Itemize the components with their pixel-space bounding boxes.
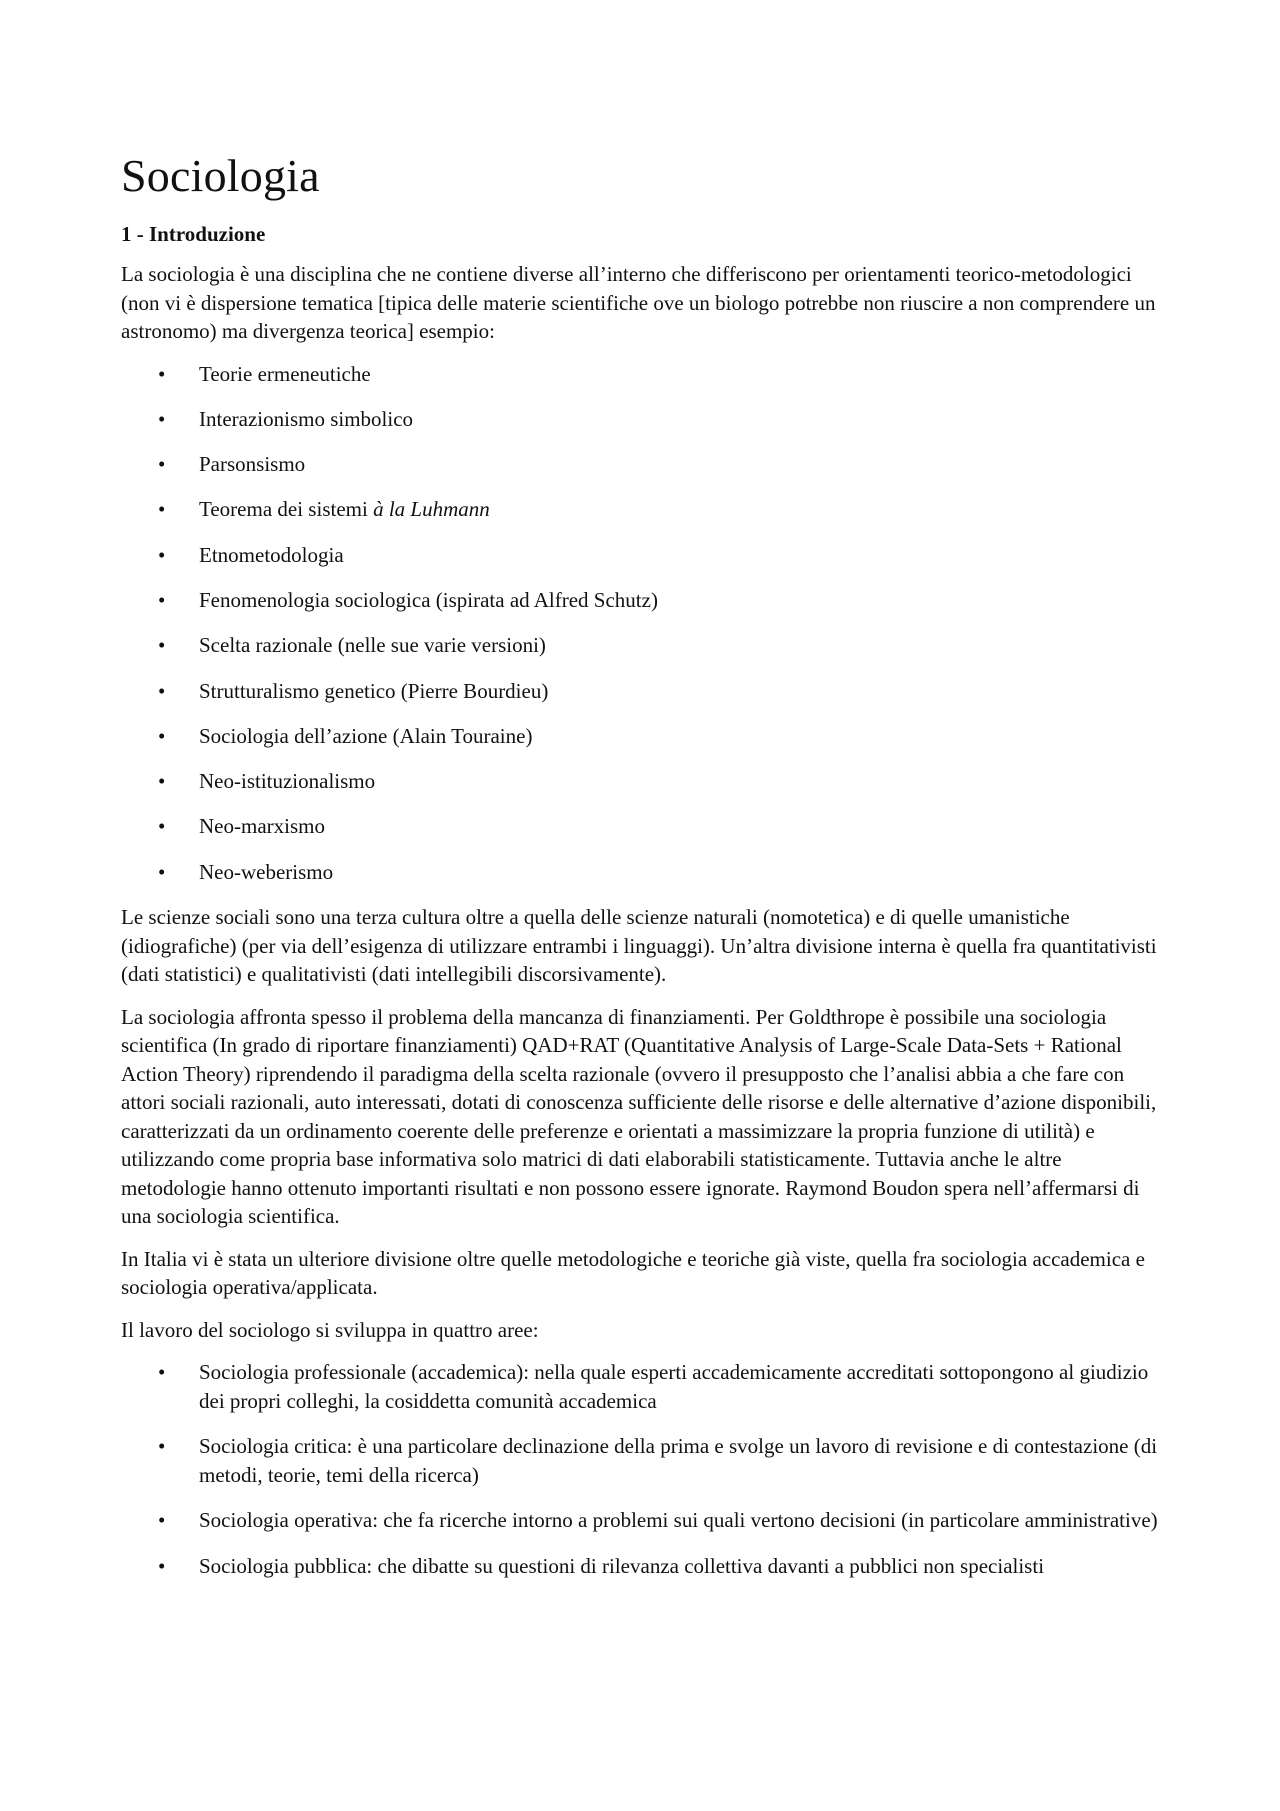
paragraph-social-sciences: Le scienze sociali sono una terza cultura oltre a quella delle scienze naturali (nomotetica) e di quelle umanistiche (idiografiche) (per via dell’esigenza di utilizzare entrambi i linguaggi). Un’altra divisione interna è quella fra quantitativisti (dati statistici) e qualitativisti (dati intellegibili discorsivamente). bbox=[121, 905, 1157, 987]
paragraph-four-areas: Il lavoro del sociologo si sviluppa in quattro aree: bbox=[121, 1317, 539, 1342]
list-item-text: Sociologia dell’azione (Alain Touraine) bbox=[199, 723, 533, 748]
list-item-text: Neo-weberismo bbox=[199, 859, 334, 884]
bullet-icon: • bbox=[158, 361, 166, 386]
list-item bbox=[121, 1432, 1160, 1489]
list-item-text: Strutturalismo genetico (Pierre Bourdieu) bbox=[199, 678, 549, 703]
list-item-text: Teorema dei sistemi bbox=[199, 497, 374, 522]
theories-list bbox=[121, 360, 1160, 886]
intro-paragraph: La sociologia è una disciplina che ne contiene diverse all’interno che differiscono per orientamenti teorico-metodologici (non vi è dispersione tematica [tipica delle materie scientifiche ove un biologo potrebbe non riuscire a non comprendere un astronomo) ma divergenza teorica] esempio: bbox=[121, 262, 1156, 343]
list-item bbox=[121, 360, 1160, 388]
list-item bbox=[121, 677, 1160, 705]
list-item-text: Sociologia operativa: che fa ricerche intorno a problemi sui quali vertono decisioni (in particolare amministrative) bbox=[199, 1508, 1158, 1533]
bullet-icon: • bbox=[158, 1508, 166, 1533]
list-item-text: Sociologia pubblica: che dibatte su questioni di rilevanza collettiva davanti a pubblici non specialisti bbox=[199, 1553, 1045, 1578]
list-item bbox=[121, 495, 1160, 523]
bullet-icon: • bbox=[158, 542, 166, 567]
bullet-icon: • bbox=[158, 859, 166, 884]
list-item bbox=[121, 631, 1160, 659]
areas-list bbox=[121, 1358, 1160, 1580]
list-item-text: Neo-marxismo bbox=[199, 814, 325, 839]
bullet-icon: • bbox=[158, 1360, 166, 1385]
list-item bbox=[121, 541, 1160, 569]
list-item bbox=[121, 858, 1160, 886]
list-item bbox=[121, 767, 1160, 795]
list-item-text: Sociologia professionale (accademica): nella quale esperti accademicamente accreditati sottopongono al giudizio dei propri colleghi, la cosiddetta comunità accademica bbox=[199, 1360, 1149, 1413]
bullet-icon: • bbox=[158, 1434, 166, 1459]
list-item-text: Fenomenologia sociologica (ispirata ad Alfred Schutz) bbox=[199, 587, 658, 612]
bullet-icon: • bbox=[158, 452, 166, 477]
list-item bbox=[121, 405, 1160, 433]
list-item bbox=[121, 1552, 1160, 1581]
list-item bbox=[121, 1506, 1160, 1535]
list-item bbox=[121, 1358, 1160, 1415]
list-item-italic-text: à la Luhmann bbox=[373, 497, 490, 522]
list-item bbox=[121, 586, 1160, 614]
list-item-text: Scelta razionale (nelle sue varie versioni) bbox=[199, 633, 546, 658]
bullet-icon: • bbox=[158, 678, 166, 703]
bullet-icon: • bbox=[158, 633, 166, 658]
bullet-icon: • bbox=[158, 406, 166, 431]
list-item-text: Teorie ermeneutiche bbox=[199, 361, 371, 386]
bullet-icon: • bbox=[158, 497, 166, 522]
bullet-icon: • bbox=[158, 814, 166, 839]
list-item bbox=[121, 812, 1160, 840]
list-item bbox=[121, 450, 1160, 478]
section-heading: 1 - Introduzione bbox=[121, 222, 266, 246]
list-item-text: Interazionismo simbolico bbox=[199, 406, 414, 431]
bullet-icon: • bbox=[158, 723, 166, 748]
bullet-icon: • bbox=[158, 587, 166, 612]
list-item-text: Etnometodologia bbox=[199, 542, 344, 567]
document-title: Sociologia bbox=[121, 150, 320, 201]
list-item bbox=[121, 722, 1160, 750]
paragraph-funding: La sociologia affronta spesso il problema della mancanza di finanziamenti. Per Goldthrope è possibile una sociologia scientifica (In grado di riportare finanziamenti) QAD+RAT (Quantitative Analysis of Large-Scale Data-Sets + Rational Action Theory) riprendendo il paradigma della scelta razionale (ovvero il presupposto che l’analisi abbia a che fare con attori sociali razionali, auto interessati, dotati di conoscenza sufficiente delle risorse e delle alternative d’azione disponibili, caratterizzati da un ordinamento coerente delle preferenze e orientati a massimizzare la propria funzione di utilità) e utilizzando come propria base informativa solo matrici di dati elaborabili statisticamente. Tuttavia anche le altre metodologie hanno ottenuto importanti risultati e non possono essere ignorate. Raymond Boudon spera nell’affermarsi di una sociologia scientifica. bbox=[121, 1004, 1157, 1229]
list-item-text: Parsonsismo bbox=[199, 452, 306, 477]
list-item-text: Neo-istituzionalismo bbox=[199, 769, 376, 794]
bullet-icon: • bbox=[158, 769, 166, 794]
bullet-icon: • bbox=[158, 1553, 166, 1578]
list-item-text: Sociologia critica: è una particolare declinazione della prima e svolge un lavoro di revisione e di contestazione (di metodi, teorie, temi della ricerca) bbox=[199, 1434, 1158, 1487]
paragraph-italy: In Italia vi è stata un ulteriore divisione oltre quelle metodologiche e teoriche già viste, quella fra sociologia accademica e sociologia operativa/applicata. bbox=[121, 1246, 1145, 1300]
